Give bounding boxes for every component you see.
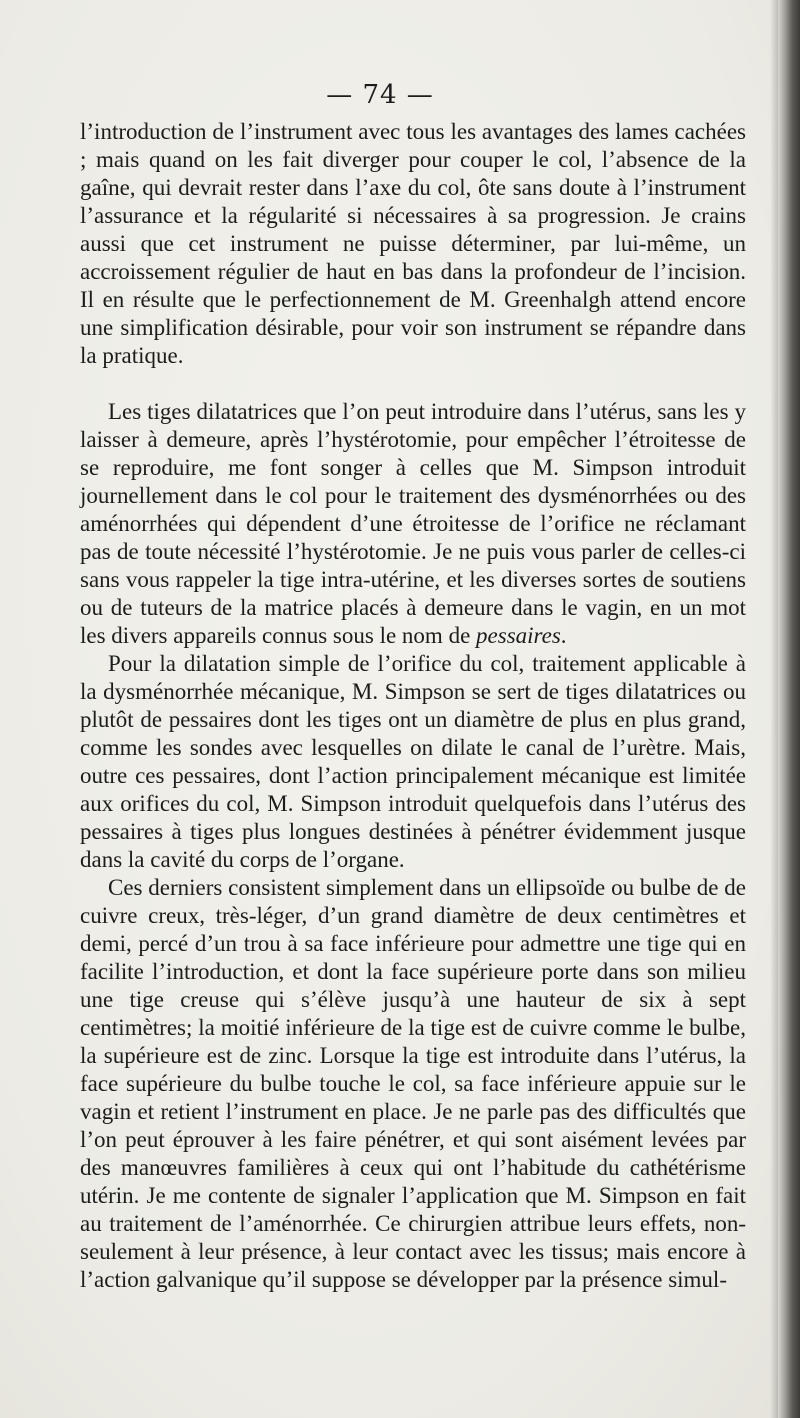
paragraph-2-text: Les tiges dilatatrices que l’on peut introduire dans l’utérus, sans les y laisser à demeure, après l’hystérotomie, pour empêcher l’étroitesse de se reproduire, me font songer à celles que M. Simpson introduit journellement dans le col pour le traitement des dysménorrhées ou des aménorrhées qui dépendent d’une étroitesse de l’orifice ne réclamant pas de toute nécessité l’hystérotomie. Je ne puis vous parler de celles-ci sans vous rappeler la tige intra-utérine, et les diverses sortes de soutiens ou de tuteurs de la matrice placés à demeure dans le vagin, en un mot les divers appareils connus sous le nom de [80, 399, 746, 648]
page-number: — 74 — [326, 80, 434, 110]
page-gutter-shadow [770, 0, 778, 1418]
paragraph-2 [80, 398, 746, 650]
paragraph-spacer [80, 370, 746, 398]
paragraph-3: Pour la dilatation simple de l’orifice du col, traitement applicable à la dysménorrhée mécanique, M. Simpson se sert de tiges dilatatrices ou plutôt de pessaires dont les tiges ont un diamètre de plus en plus grand, comme les sondes avec lesquelles on dilate le canal de l’urètre. Mais, outre ces pessaires, dont l’action principalement mécanique est limitée aux orifices du col, M. Simpson introduit quelquefois dans l’utérus des pessaires à tiges plus longues destinées à pénétrer évidemment jusque dans la cavité du corps de l’organe. [80, 651, 746, 872]
paragraph-2-tail: . [560, 623, 567, 648]
paragraph-4: Ces derniers consistent simplement dans un ellipsoïde ou bulbe de de cuivre creux, très-léger, d’un grand diamètre de deux centimètres et demi, percé d’un trou à sa face inférieure pour admettre une tige qui en facilite l’introduction, et dont la face supérieure porte dans son milieu une tige creuse qui s’élève jusqu’à une hauteur de six à sept centimètres; la moitié inférieure de la tige est de cuivre comme le bulbe, la supérieure est de zinc. Lorsque la tige est introduite dans l’utérus, la face supérieure du bulbe touche le col, sa face inférieure appuie sur le vagin et retient l’instrument en place. Je ne parle pas des difficultés que l’on peut éprouver à les faire pénétrer, et qui sont aisément levées par des manœuvres familières à ceux qui ont l’habitude du cathétérisme utérin. Je me contente de signaler l’application que M. Simpson en fait au traitement de l’aménorrhée. Ce chirurgien attribue leurs effets, non-seulement à leur présence, à leur contact avec les tissus; mais encore à l’action galvanique qu’il suppose se développer par la présence simul- [80, 875, 746, 1292]
book-binding-edge [778, 0, 800, 1418]
body-text [80, 118, 746, 1294]
paragraph-2-emphasis: pessaires [476, 623, 561, 648]
paragraph-1: l’introduction de l’instrument avec tous les avantages des lames cachées ; mais quand on les fait diverger pour couper le col, l’absence de la gaîne, qui devrait rester dans l’axe du col, ôte sans doute à l’instrument l’assurance et la régularité si nécessaires à sa progression. Je crains aussi que cet instrument ne puisse déterminer, par lui-même, un accroissement régulier de haut en bas dans la profondeur de l’incision. Il en résulte que le perfectionnement de M. Greenhalgh attend encore une simplification désirable, pour voir son instrument se répandre dans la pratique. [80, 119, 746, 368]
